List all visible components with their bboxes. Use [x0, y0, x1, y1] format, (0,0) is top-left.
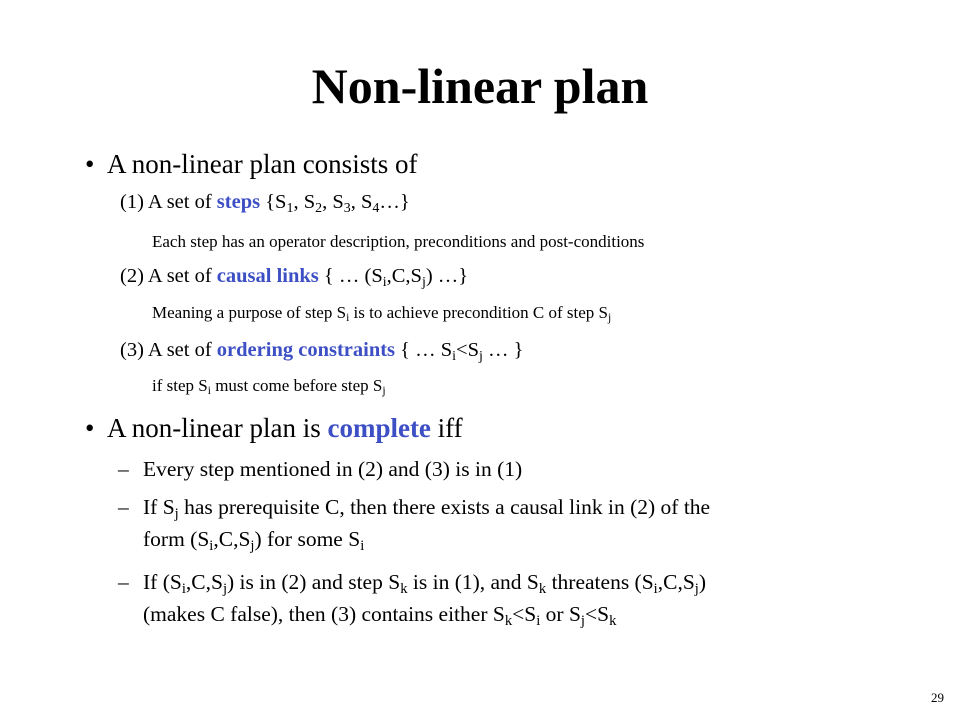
- term-steps: steps: [216, 191, 261, 213]
- note-steps: Each step has an operator description, preconditions and post-conditions: [152, 232, 645, 251]
- condition-prerequisite-line1: If $S_j$ has prerequisite C, then there exists a causal link in (2) of the: [143, 495, 711, 523]
- dash-marker: –: [118, 570, 129, 594]
- term-causal-links: causal links: [216, 265, 319, 287]
- bullet-marker: •: [85, 413, 95, 443]
- bullet-plan-consists: [107, 148, 417, 180]
- note-ordering-constraints: if step $S_i$ must come before step $S_j$: [152, 376, 386, 398]
- dash-marker: –: [118, 495, 129, 519]
- item-causal-links: (2) A set of causal links { … $(S_i,C,S_j)$ …}: [120, 265, 469, 290]
- condition-every-step: Every step mentioned in (2) and (3) is in (1): [143, 457, 523, 481]
- note-causal-links: Meaning a purpose of step $S_i$ is to achieve precondition C of step $S_j$: [152, 303, 612, 325]
- condition-prerequisite-line2: form $(S_i,C,S_j)$ for some $S_i$: [143, 527, 365, 555]
- term-ordering-constraints: ordering constraints: [216, 339, 396, 361]
- bullet-text: A non-linear plan consists of: [107, 149, 418, 179]
- bullet-plan-complete: A non-linear plan is complete iff: [107, 413, 463, 443]
- page-number: 29: [931, 690, 944, 705]
- item-steps: (1) A set of steps {$S_1$, $S_2$, $S_3$, $S_4\dots$}: [120, 191, 410, 216]
- bullet-marker: •: [85, 149, 95, 179]
- condition-threat-line1: If $(S_i,C,S_j)$ is in (2) and step $S_k$ is in (1), and $S_k$ threatens $(S_i,C,S_j)$: [143, 570, 707, 598]
- slide-title: Non-linear plan: [311, 58, 649, 114]
- item-ordering-constraints: (3) A set of ordering constraints { … $S_i<S_j$ … }: [120, 339, 524, 364]
- term-complete: complete: [327, 413, 431, 443]
- dash-marker: –: [118, 457, 129, 481]
- condition-threat-line2: (makes C false), then (3) contains either $S_k<S_i$ or $S_j<S_k$: [143, 602, 617, 630]
